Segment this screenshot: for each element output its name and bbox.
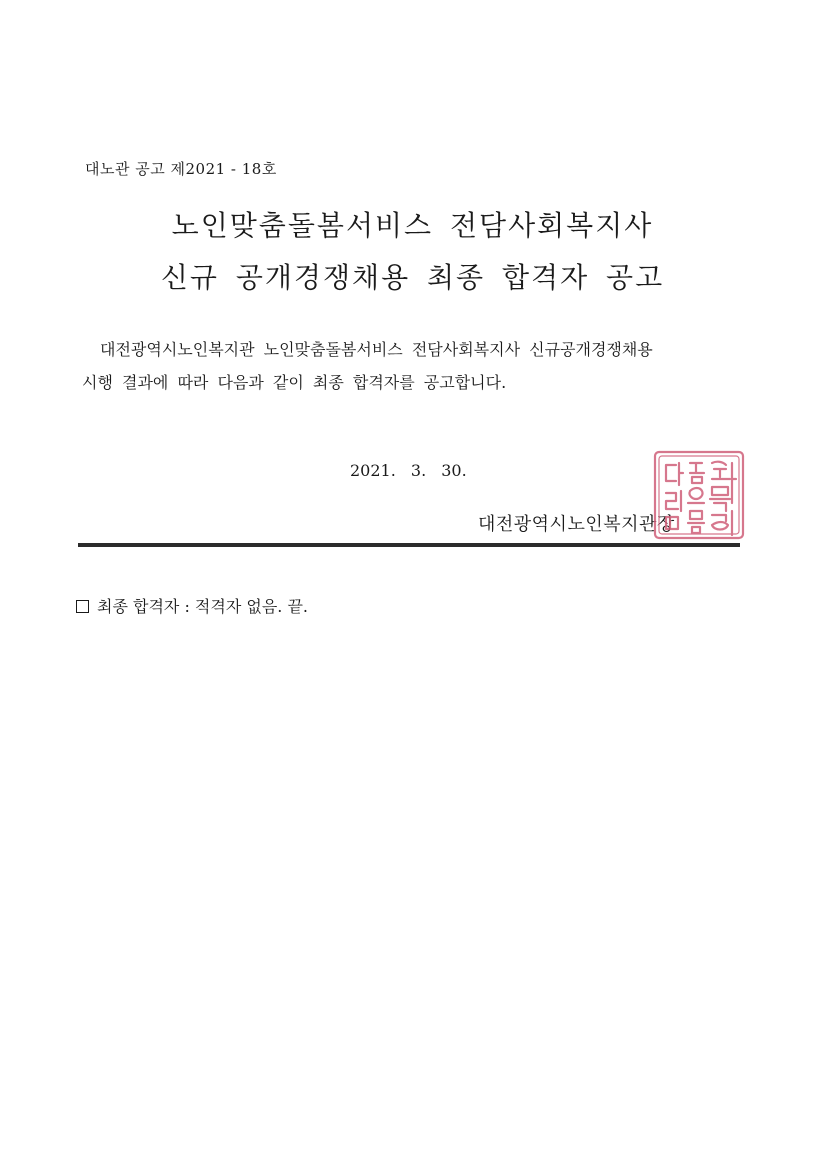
square-checkbox-icon xyxy=(76,600,89,613)
final-result-text: 최종 합격자 : 적격자 없음. 끝. xyxy=(97,597,309,616)
notice-number: 대노관 공고 제2021 - 18호 xyxy=(85,160,277,178)
issuer-name: 대전광역시노인복지관장 xyxy=(478,514,675,535)
body-text-line-1: 대전광역시노인복지관 노인맞춤돌봄서비스 전담사회복지사 신규공개경쟁채용 xyxy=(100,340,653,359)
body-text-line-2: 시행 결과에 따라 다음과 같이 최종 합격자를 공고합니다. xyxy=(82,373,507,392)
announcement-date: 2021. 3. 30. xyxy=(350,461,467,480)
horizontal-rule xyxy=(78,543,740,547)
official-seal-icon xyxy=(652,449,746,541)
document-title-line-2: 신규 공개경쟁채용 최종 합격자 공고 xyxy=(160,261,665,294)
document-title-line-1: 노인맞춤돌봄서비스 전담사회복지사 xyxy=(171,209,654,242)
final-result xyxy=(76,594,308,617)
